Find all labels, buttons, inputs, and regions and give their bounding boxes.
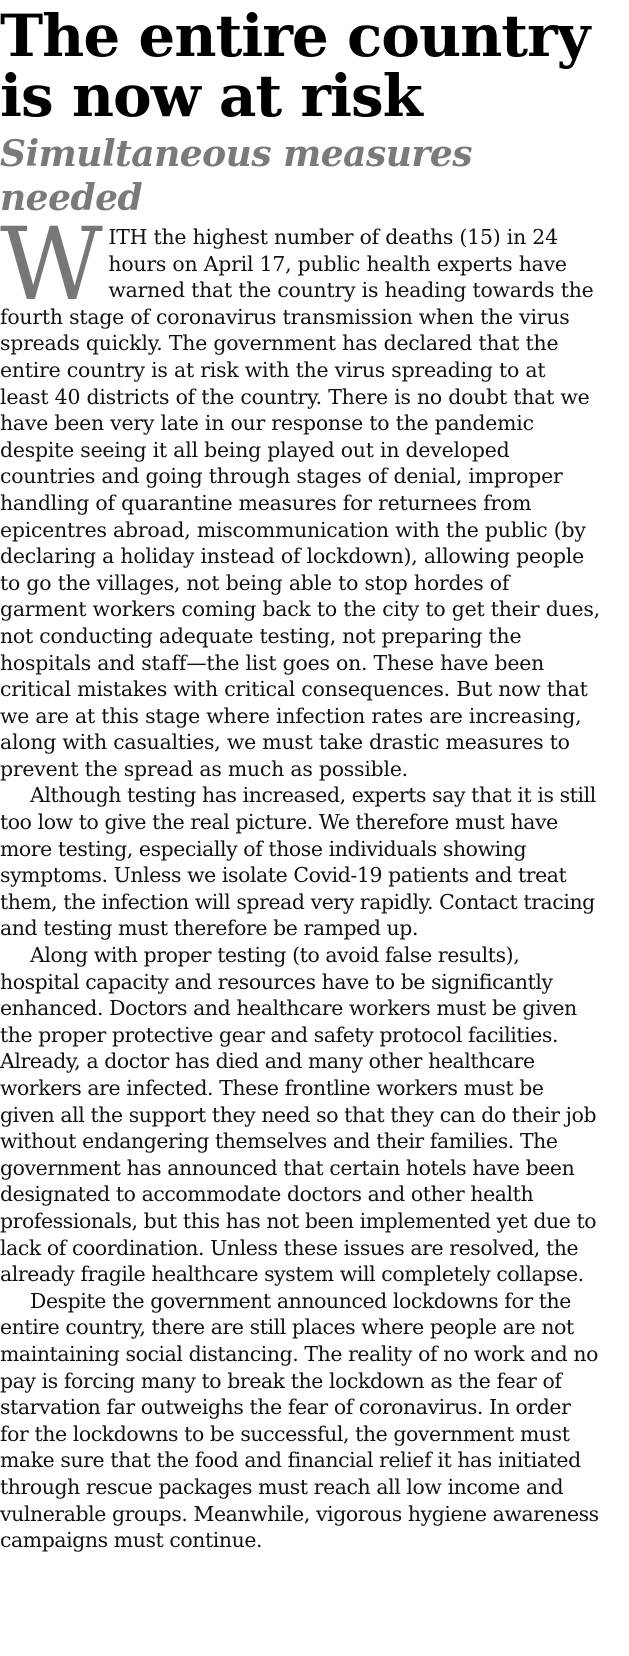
headline: The entire country is now at risk (0, 2, 590, 130)
subheadline: Simultaneous measures needed (0, 133, 473, 219)
body-paragraph: Although testing has increased, experts say that it is still too low to give the real picture. We therefore must have more testing, especially of those individuals showing symptoms. Unless we isolate Covid-19 patients and treat them, the infection will spread very rapidly. Contact tracing and testing must therefore be ramped up. (0, 783, 596, 941)
lead-paragraph-text: ITH the highest number of deaths (15) in 24 hours on April 17, public health experts have warned that the country is heading towards the fourth stage of coronavirus transmission when the virus spreads quickly. The government has declared that the entire country is at risk with the virus spreading to at least 40 districts of the country. There is no doubt that we have been very late in our response to the pandemic despite seeing it all being played out in developed countries and going through stages of denial, improper handling of quarantine measures for returnees from epicentres abroad, miscommunication with the public (by declaring a holiday instead of lockdown), allowing people to go the villages, not being able to stop hordes of garment workers coming back to the city to get their dues, not conducting adequate testing, not preparing the hospitals and staff—the list goes on. These have been critical mistakes with critical consequences. But now that we are at this stage where infection rates are increasing, along with casualties, we must take drastic measures to prevent the spread as much as possible. (0, 225, 600, 781)
drop-cap: W (0, 206, 103, 323)
body-paragraph: Despite the government announced lockdowns for the entire country, there are still places where people are not maintaining social distancing. The reality of no work and no pay is forcing many to break the lockdown as the fear of starvation far outweighs the fear of coronavirus. In order for the lockdowns to be successful, the government must make sure that the food and financial relief it has initiated through rescue packages must reach all low income and vulnerable groups. Meanwhile, vigorous hygiene awareness campaigns must continue. (0, 1288, 599, 1553)
body-paragraph: Along with proper testing (to avoid false results), hospital capacity and resources have to be significantly enhanced. Doctors and healthcare workers must be given the proper protective gear and safety protocol facilities. Already, a doctor has died and many other healthcare workers are infected. These frontline workers must be given all the support they need so that they can do their job without endangering themselves and their families. The government has announced that certain hotels have been designated to accommodate doctors and other health professionals, but this has not been implemented yet due to lack of coordination. Unless these issues are resolved, the already fragile healthcare system will completely collapse. (0, 943, 597, 1287)
lead-paragraph (0, 206, 600, 782)
article-body (0, 206, 600, 1554)
